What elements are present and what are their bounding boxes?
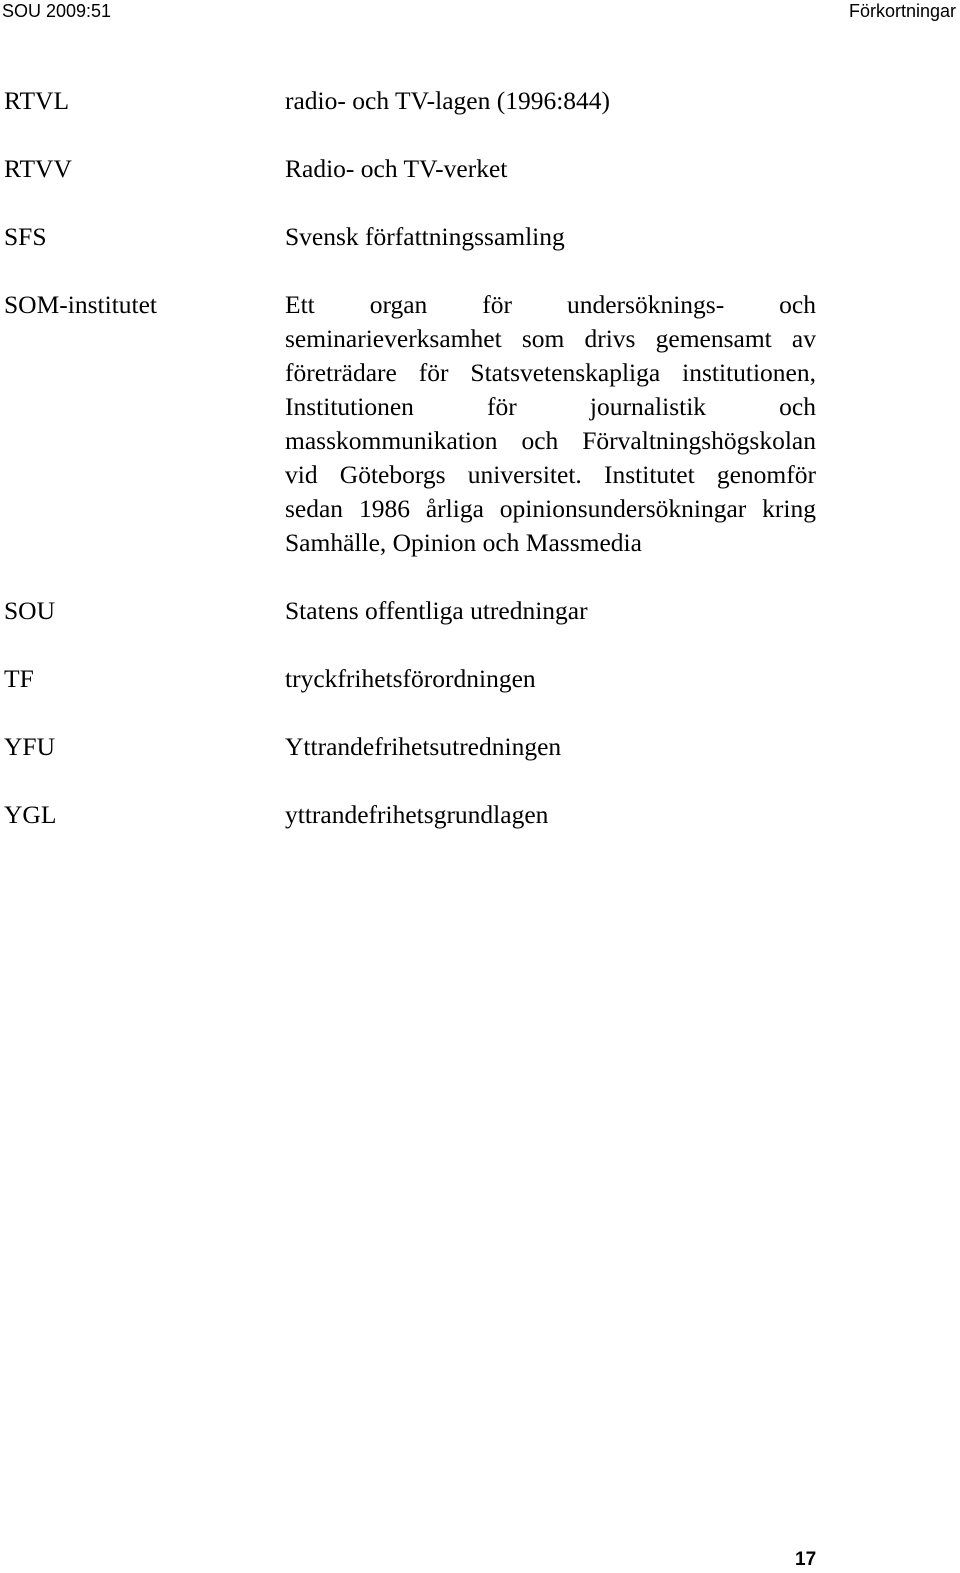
document-reference: SOU 2009:51 [2, 1, 112, 21]
abbreviation-entry [0, 288, 960, 560]
abbreviation-definition: Statens offentliga utredningar [285, 596, 588, 625]
abbreviation-term: TF [4, 664, 34, 693]
abbreviation-term: RTVV [4, 154, 72, 183]
abbreviation-entry [0, 730, 960, 764]
abbreviation-list [0, 84, 960, 866]
abbreviation-term: YGL [4, 800, 57, 829]
abbreviation-definition: tryckfrihetsförordningen [285, 664, 536, 693]
abbreviation-definition: yttrandefrihetsgrundlagen [285, 800, 549, 829]
abbreviation-definition: Svensk författningssamling [285, 222, 565, 251]
abbreviation-definition: radio- och TV-lagen (1996:844) [285, 86, 611, 115]
abbreviation-entry [0, 220, 960, 254]
abbreviation-term: RTVL [4, 86, 70, 115]
abbreviation-term: SOU [4, 596, 56, 625]
running-header [0, 0, 960, 22]
abbreviation-entry [0, 662, 960, 696]
section-title: Förkortningar [848, 1, 956, 21]
abbreviation-definition: Ett organ för undersöknings- och seminarieverksamhet som drivs gemensamt av företrädare för Statsvetenskapliga institutionen, Institutionen för journalistik och masskommunikation och Förvaltningshögskolan vid Göteborgs universitet. Institutet genomför sedan 1986 årliga opinionsundersökningar kring Samhälle, Opinion och Massmedia [285, 290, 816, 557]
page-number: 17 [795, 1549, 817, 1570]
abbreviation-definition: Radio- och TV-verket [285, 154, 508, 183]
abbreviation-term: SFS [4, 222, 47, 251]
abbreviation-entry [0, 152, 960, 186]
abbreviation-definition: Yttrandefrihetsutredningen [285, 732, 562, 761]
abbreviation-entry [0, 798, 960, 832]
abbreviation-entry [0, 594, 960, 628]
abbreviation-term: SOM-institutet [4, 290, 158, 319]
abbreviation-term: YFU [4, 732, 56, 761]
abbreviation-entry [0, 84, 960, 118]
